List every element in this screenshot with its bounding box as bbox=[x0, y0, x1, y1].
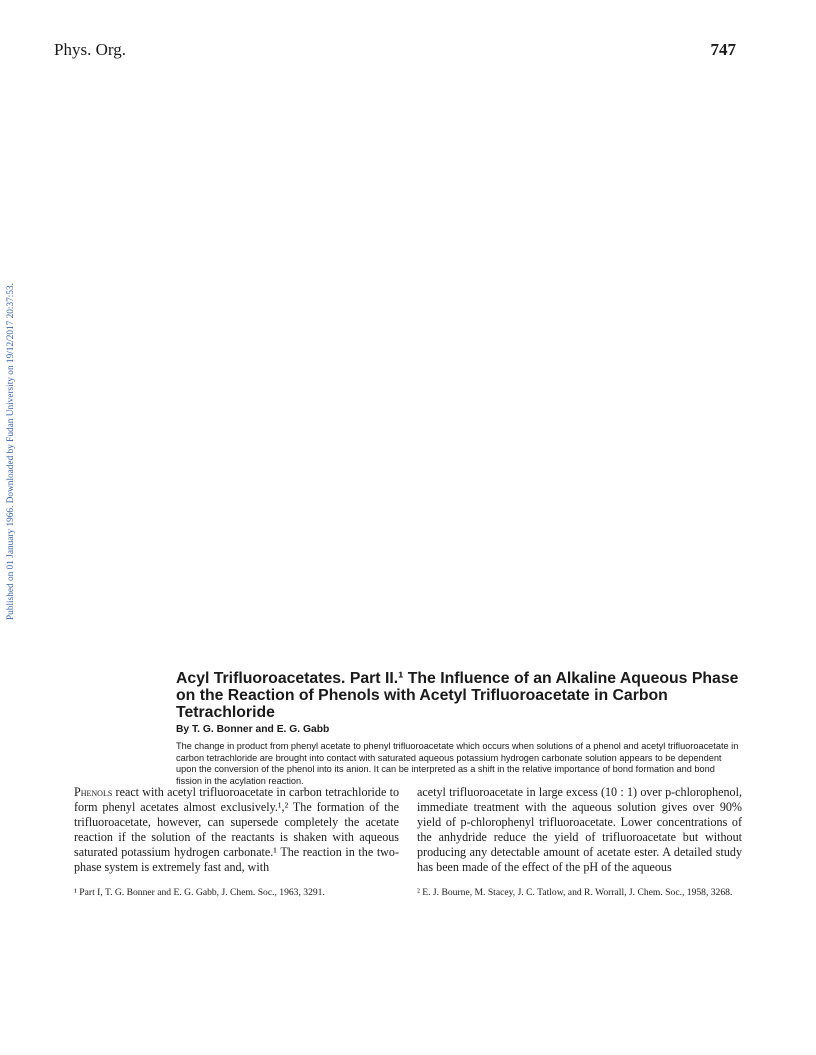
page-number: 747 bbox=[710, 40, 736, 59]
running-header-section: Phys. Org. bbox=[54, 40, 126, 59]
publication-side-note: Published on 01 January 1966. Downloaded by Fudan University on 19/12/2017 20:37:53. bbox=[6, 283, 16, 620]
footnote-1: ¹ Part I, T. G. Bonner and E. G. Gabb, J. Chem. Soc., 1963, 3291. bbox=[74, 887, 325, 898]
article-authors: By T. G. Bonner and E. G. Gabb bbox=[176, 724, 330, 735]
footnote-2: ² E. J. Bourne, M. Stacey, J. C. Tatlow, and R. Worrall, J. Chem. Soc., 1958, 3268. bbox=[417, 887, 733, 898]
article-title: Acyl Trifluoroacetates. Part II.¹ The Influence of an Alkaline Aqueous Phase on the Reaction of Phenols with Acetyl Trifluoroacetate in Carbon Tetrachloride bbox=[176, 670, 739, 721]
body-column-right: acetyl trifluoroacetate in large excess (10 : 1) over p-chlorophenol, immediate treatment with the aqueous solution gives over 90% yield of p-chlorophenyl trifluoroacetate. Lower concentrations of the anhydride reduce the yield of trifluoroacetate but without producing any detectable amount of acetate ester. A detailed study has been made of the effect of the pH of the aqueous bbox=[417, 785, 742, 875]
article-abstract: The change in product from phenyl acetate to phenyl trifluoroacetate which occurs when solutions of a phenol and acetyl trifluoroacetate in carbon tetrachloride are brought into contact with saturated aqueous potassium hydrogen carbonate solution appears to be dependent upon the conversion of the phenol into its anion. It can be interpreted as a shift in the relative importance of bond formation and bond fission in the acylation reaction. bbox=[176, 741, 739, 786]
body-column-left bbox=[74, 785, 399, 876]
dropcap-word: Phenols bbox=[74, 785, 113, 799]
body-left-text: react with acetyl trifluoroacetate in carbon tetrachloride to form phenyl acetates almost exclusively.¹,² The formation of the trifluoroacetate, however, can supersede completely the acetate reaction if the solution of the reactants is shaken with aqueous saturated potassium hydrogen carbonate.¹ The reaction in the two-phase system is extremely fast and, with bbox=[74, 785, 399, 875]
